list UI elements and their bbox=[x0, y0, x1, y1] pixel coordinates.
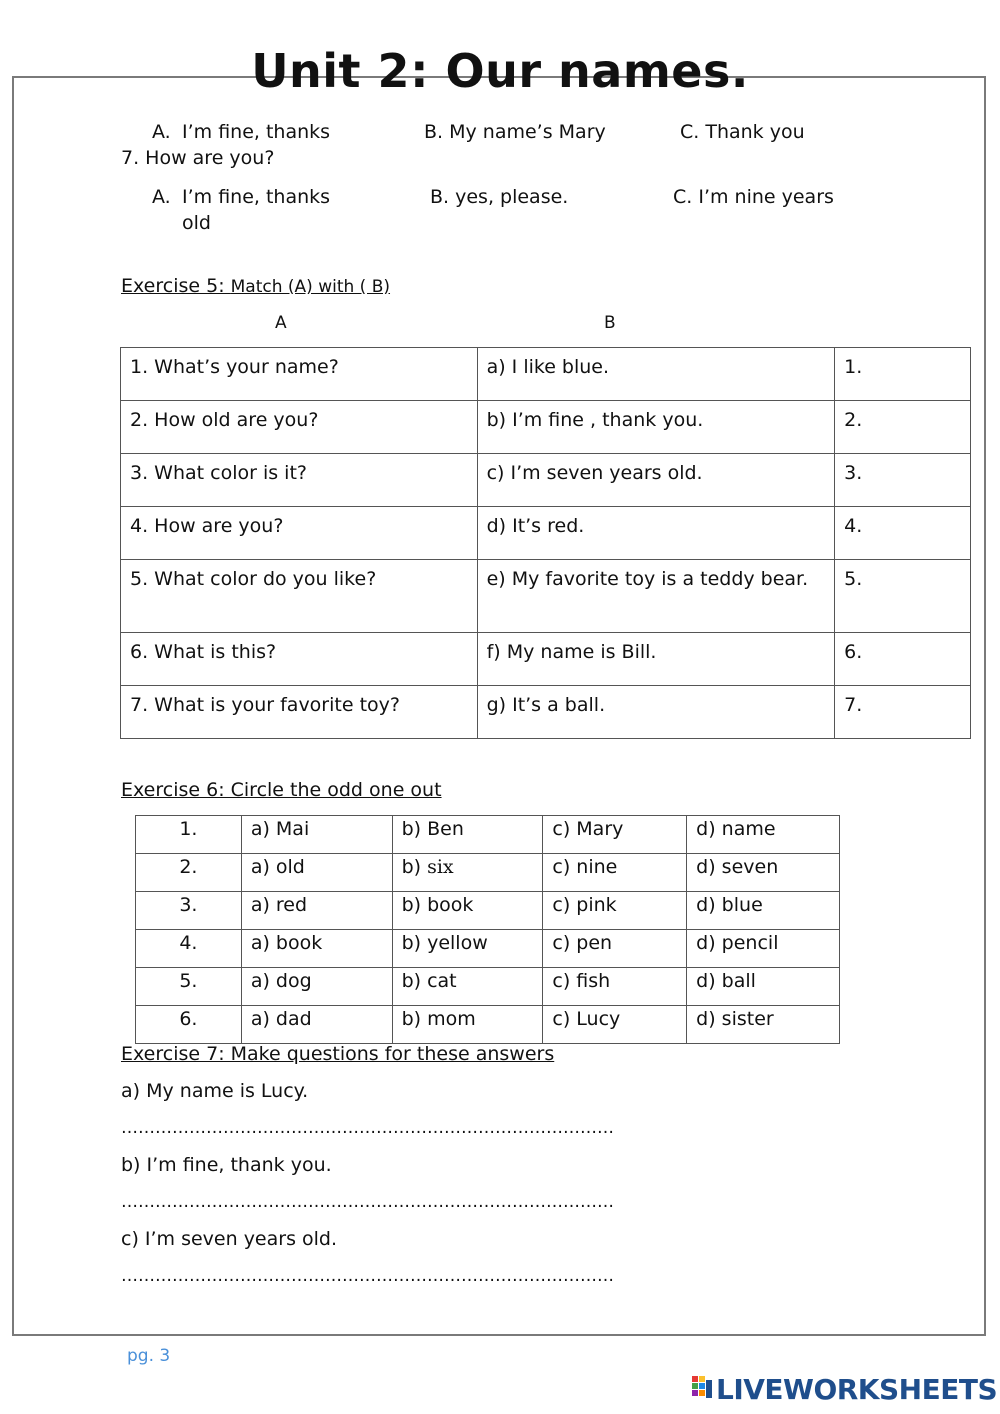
option-a[interactable]: a) book bbox=[241, 930, 392, 968]
match-row bbox=[121, 686, 971, 739]
exercise-5-title-main: Exercise 5: bbox=[121, 275, 231, 297]
option-b[interactable]: b) cat bbox=[392, 968, 543, 1006]
option-c[interactable]: c) pink bbox=[543, 892, 687, 930]
page-title: Unit 2: Our names. bbox=[251, 44, 749, 98]
match-blank[interactable]: 3. bbox=[835, 454, 971, 507]
option-d[interactable]: d) blue bbox=[687, 892, 840, 930]
row-number: 5. bbox=[136, 968, 242, 1006]
exercise-5-title bbox=[121, 275, 390, 297]
column-a-header: A bbox=[275, 313, 287, 333]
question-line-a[interactable]: …………………………………………………………………………… bbox=[121, 1118, 614, 1138]
match-answer: e) My favorite toy is a teddy bear. bbox=[477, 560, 835, 633]
match-blank[interactable]: 7. bbox=[835, 686, 971, 739]
page-number: pg. 3 bbox=[127, 1346, 171, 1366]
option-a[interactable]: a) dad bbox=[241, 1006, 392, 1044]
match-question: 5. What color do you like? bbox=[121, 560, 478, 633]
option-b[interactable] bbox=[392, 854, 543, 892]
row-number: 3. bbox=[136, 892, 242, 930]
exercise-7-title: Exercise 7: Make questions for these answers bbox=[121, 1043, 555, 1065]
option-c[interactable]: c) nine bbox=[543, 854, 687, 892]
match-row bbox=[121, 560, 971, 633]
match-row bbox=[121, 633, 971, 686]
exercise-5-title-small: Match (A) with ( B) bbox=[230, 277, 391, 297]
match-row bbox=[121, 454, 971, 507]
match-question: 2. How old are you? bbox=[121, 401, 478, 454]
match-blank[interactable]: 4. bbox=[835, 507, 971, 560]
match-answer: c) I’m seven years old. bbox=[477, 454, 835, 507]
q7-option-c-wrap: old bbox=[182, 212, 211, 234]
match-question: 1. What’s your name? bbox=[121, 348, 478, 401]
q7-option-a: I’m fine, thanks bbox=[182, 186, 331, 208]
odd-one-out-row bbox=[136, 892, 840, 930]
option-d[interactable]: d) pencil bbox=[687, 930, 840, 968]
option-a[interactable]: a) red bbox=[241, 892, 392, 930]
option-d[interactable]: d) name bbox=[687, 816, 840, 854]
question-line-b[interactable]: …………………………………………………………………………… bbox=[121, 1192, 614, 1212]
q7-option-a-label: A. bbox=[152, 186, 171, 208]
option-c[interactable]: c) fish bbox=[543, 968, 687, 1006]
match-row bbox=[121, 401, 971, 454]
option-c[interactable]: c) pen bbox=[543, 930, 687, 968]
option-d[interactable]: d) sister bbox=[687, 1006, 840, 1044]
option-b-label: b) bbox=[401, 856, 428, 878]
odd-one-out-row bbox=[136, 854, 840, 892]
option-c[interactable]: c) Mary bbox=[543, 816, 687, 854]
option-a[interactable]: a) Mai bbox=[241, 816, 392, 854]
match-answer: b) I’m fine , thank you. bbox=[477, 401, 835, 454]
match-row bbox=[121, 348, 971, 401]
answer-a: a) My name is Lucy. bbox=[121, 1080, 309, 1102]
row-number: 2. bbox=[136, 854, 242, 892]
odd-one-out-row bbox=[136, 968, 840, 1006]
q6-option-c: C. Thank you bbox=[680, 121, 805, 143]
match-blank[interactable]: 1. bbox=[835, 348, 971, 401]
exercise-6-title: Exercise 6: Circle the odd one out bbox=[121, 779, 442, 801]
match-table bbox=[120, 347, 971, 739]
match-question: 6. What is this? bbox=[121, 633, 478, 686]
q6-option-a-label: A. bbox=[152, 121, 171, 143]
match-blank[interactable]: 6. bbox=[835, 633, 971, 686]
match-question: 3. What color is it? bbox=[121, 454, 478, 507]
row-number: 4. bbox=[136, 930, 242, 968]
odd-one-out-row bbox=[136, 1006, 840, 1044]
odd-one-out-row bbox=[136, 816, 840, 854]
q7-option-b: B. yes, please. bbox=[430, 186, 569, 208]
option-b[interactable]: b) book bbox=[392, 892, 543, 930]
odd-one-out-row bbox=[136, 930, 840, 968]
match-answer: d) It’s red. bbox=[477, 507, 835, 560]
match-question: 4. How are you? bbox=[121, 507, 478, 560]
match-blank[interactable]: 5. bbox=[835, 560, 971, 633]
match-blank[interactable]: 2. bbox=[835, 401, 971, 454]
option-b-word: six bbox=[427, 856, 454, 878]
option-b[interactable]: b) yellow bbox=[392, 930, 543, 968]
match-answer: a) I like blue. bbox=[477, 348, 835, 401]
question-line-c[interactable]: …………………………………………………………………………… bbox=[121, 1266, 614, 1286]
match-question: 7. What is your favorite toy? bbox=[121, 686, 478, 739]
match-answer: g) It’s a ball. bbox=[477, 686, 835, 739]
q6-option-b: B. My name’s Mary bbox=[424, 121, 606, 143]
option-a[interactable]: a) dog bbox=[241, 968, 392, 1006]
answer-c: c) I’m seven years old. bbox=[121, 1228, 338, 1250]
option-d[interactable]: d) seven bbox=[687, 854, 840, 892]
liveworksheets-logo[interactable] bbox=[692, 1372, 998, 1408]
row-number: 6. bbox=[136, 1006, 242, 1044]
q7-question: 7. How are you? bbox=[121, 147, 275, 169]
answer-b: b) I’m fine, thank you. bbox=[121, 1154, 332, 1176]
liveworksheets-logo-icon bbox=[692, 1376, 714, 1402]
option-c[interactable]: c) Lucy bbox=[543, 1006, 687, 1044]
option-b[interactable]: b) Ben bbox=[392, 816, 543, 854]
q7-option-c: C. I’m nine years bbox=[673, 186, 834, 208]
match-row bbox=[121, 507, 971, 560]
q6-option-a: I’m fine, thanks bbox=[182, 121, 331, 143]
column-b-header: B bbox=[604, 313, 616, 333]
liveworksheets-brand: LIVEWORKSHEETS bbox=[716, 1373, 998, 1406]
option-a[interactable]: a) old bbox=[241, 854, 392, 892]
match-answer: f) My name is Bill. bbox=[477, 633, 835, 686]
odd-one-out-table bbox=[135, 815, 840, 1044]
row-number: 1. bbox=[136, 816, 242, 854]
option-d[interactable]: d) ball bbox=[687, 968, 840, 1006]
option-b[interactable]: b) mom bbox=[392, 1006, 543, 1044]
